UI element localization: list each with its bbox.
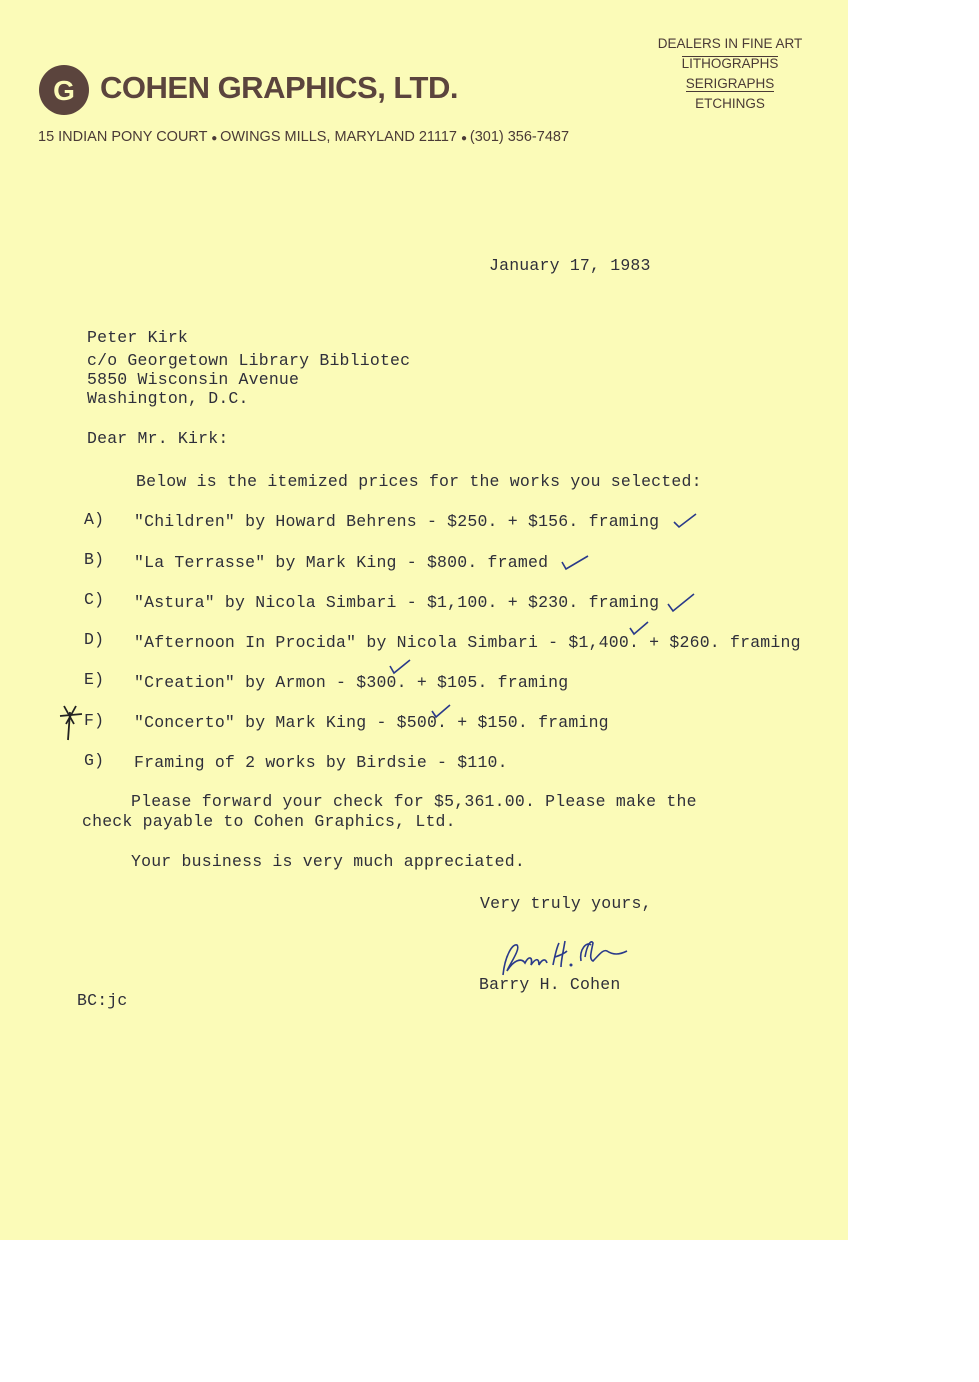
recipient-line: 5850 Wisconsin Avenue xyxy=(87,370,300,389)
signer-name: Barry H. Cohen xyxy=(479,975,621,994)
item-label: D) xyxy=(84,630,105,649)
item-text: "La Terrasse" by Mark King - $800. framed xyxy=(134,553,549,572)
checkmark-icon xyxy=(628,620,650,636)
intro-line: Below is the itemized prices for the works you selected: xyxy=(136,472,702,491)
closing-line: Very truly yours, xyxy=(480,894,652,913)
item-text: Framing of 2 works by Birdsie - $110. xyxy=(134,753,508,772)
initials: BC:jc xyxy=(77,991,128,1010)
item-text: "Astura" by Nicola Simbari - $1,100. + $230. framing xyxy=(134,593,660,612)
services-item: DEALERS IN FINE ART xyxy=(657,36,803,51)
checkmark-icon xyxy=(560,554,590,572)
address-city: OWINGS MILLS, MARYLAND 21117 xyxy=(220,129,457,145)
item-text: "Creation" by Armon - $300. + $105. framing xyxy=(134,673,569,692)
payment-line: check payable to Cohen Graphics, Ltd. xyxy=(82,812,456,831)
address-line: 15 INDIAN PONY COURT ● OWINGS MILLS, MARYLAND 21117 ● (301) 356-7487 xyxy=(38,129,570,145)
company-name: COHEN GRAPHICS, LTD. xyxy=(100,70,458,105)
item-text: "Concerto" by Mark King - $500. + $150. framing xyxy=(134,713,609,732)
svg-text:G: G xyxy=(53,75,75,106)
item-label: G) xyxy=(84,751,105,770)
item-label: F) xyxy=(84,711,105,730)
star-mark-icon xyxy=(56,702,86,742)
salutation: Dear Mr. Kirk: xyxy=(87,429,229,448)
item-label: B) xyxy=(84,550,105,569)
address-street: 15 INDIAN PONY COURT xyxy=(38,129,208,145)
recipient-line: Peter Kirk xyxy=(87,328,189,347)
recipient-line: c/o Georgetown Library Bibliotec xyxy=(87,351,411,370)
item-label: A) xyxy=(84,510,105,529)
item-text: "Afternoon In Procida" by Nicola Simbari - $1,400. + $260. framing xyxy=(134,633,801,652)
services-item: ETCHINGS xyxy=(695,96,765,111)
cg-logo-icon xyxy=(38,64,94,116)
checkmark-icon xyxy=(672,512,698,530)
checkmark-icon xyxy=(666,592,696,614)
services-item: SERIGRAPHS xyxy=(685,76,775,91)
services-item: LITHOGRAPHS xyxy=(681,56,779,71)
checkmark-icon xyxy=(430,703,452,719)
phone-number: (301) 356-7487 xyxy=(469,129,570,145)
thanks-line: Your business is very much appreciated. xyxy=(131,852,525,871)
item-label: E) xyxy=(84,670,105,689)
item-label: C) xyxy=(84,590,105,609)
checkmark-icon xyxy=(388,658,412,676)
item-text: "Children" by Howard Behrens - $250. + $156. framing xyxy=(134,512,660,531)
recipient-line: Washington, D.C. xyxy=(87,389,249,408)
letter-date: January 17, 1983 xyxy=(489,256,651,275)
payment-line: Please forward your check for $5,361.00. Please make the xyxy=(131,792,697,811)
